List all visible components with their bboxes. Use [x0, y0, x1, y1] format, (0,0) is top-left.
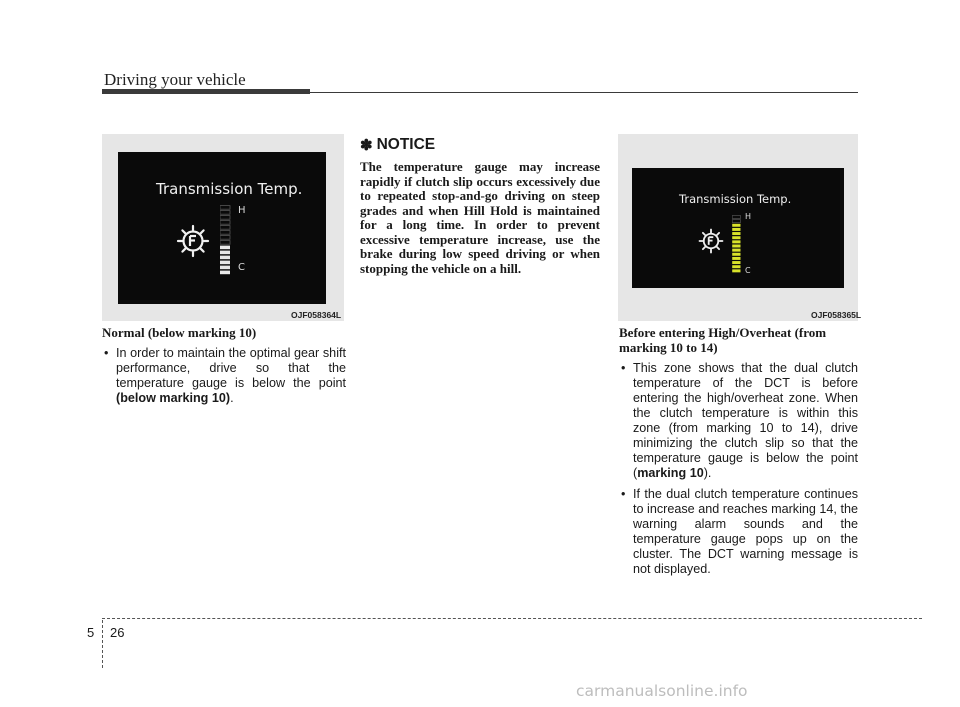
gauge-segment — [220, 271, 230, 275]
gauge-segment — [732, 236, 740, 239]
bullet-emphasis: marking 10 — [637, 466, 704, 480]
asterisk-icon: ✽ — [360, 137, 373, 154]
bullet-emphasis: (below marking 10) — [116, 391, 231, 405]
gauge-segment — [220, 251, 230, 255]
before-high-zone-section — [619, 325, 858, 583]
notice-title: NOTICE — [376, 136, 436, 153]
figure-code: OJF058365L — [811, 310, 862, 320]
page-number: 26 — [110, 625, 125, 640]
list-item — [619, 487, 858, 577]
notice-heading — [360, 136, 600, 154]
gauge-segment — [732, 269, 740, 272]
temperature-gauge — [220, 205, 234, 275]
bullet-text: If the dual clutch temperature continues to increase and reaches marking 14, the warning alarm sounds and the temperature gauge pops up on the cluster. The DCT warning message is not displayed. — [633, 487, 858, 576]
gauge-segment — [220, 236, 230, 240]
gauge-segment — [732, 257, 740, 260]
gauge-segment — [732, 240, 740, 243]
gauge-segment — [732, 265, 740, 268]
section-caption: Before entering High/Overheat (from marking 10 to 14) — [619, 325, 827, 355]
notice-box — [360, 136, 600, 276]
gauge-segment — [732, 215, 740, 218]
cluster-screen — [118, 152, 326, 304]
bullet-icon: • — [104, 346, 109, 360]
figure-normal-gauge — [102, 134, 344, 321]
bullet-text-end: ). — [703, 466, 712, 480]
gauge-high-label: H — [238, 205, 246, 216]
temperature-gauge — [732, 215, 744, 273]
watermark: carmanualsonline.info — [576, 682, 748, 700]
gauge-segment — [220, 206, 230, 210]
list-item — [619, 361, 858, 481]
header-rule-thin — [310, 92, 858, 93]
gauge-segment — [732, 220, 740, 223]
normal-zone-section — [102, 325, 346, 412]
screen-title: Transmission Temp. — [679, 192, 792, 206]
bullet-text: This zone shows that the dual clutch temperature of the DCT is before entering the high/overheat zone. When the clutch temperature is within this zone (from marking 10 to 14), drive minimizing the clutch slip so that the temperature gauge is below the point ( — [633, 361, 858, 480]
bullet-icon: • — [621, 361, 626, 375]
gauge-high-label: H — [745, 212, 752, 221]
gauge-segment — [220, 246, 230, 250]
list-item — [102, 346, 346, 406]
page-header-title: Driving your vehicle — [104, 70, 246, 89]
gauge-segment — [220, 221, 230, 225]
footer-rule — [102, 618, 922, 619]
bullet-text: In order to maintain the optimal gear shift performance, drive so that the temperature gauge is below the point — [116, 346, 346, 390]
gauge-segment — [220, 256, 230, 260]
gauge-segment — [220, 241, 230, 245]
gauge-segment — [732, 232, 740, 235]
gauge-segment — [732, 249, 740, 252]
chapter-number: 5 — [87, 625, 95, 640]
gauge-low-label: C — [745, 266, 751, 275]
footer-rule-vertical — [102, 620, 103, 668]
gauge-segment — [732, 261, 740, 264]
screen-title: Transmission Temp. — [156, 180, 303, 198]
gauge-segment — [220, 226, 230, 230]
gauge-segment — [732, 244, 740, 247]
section-caption: Normal (below marking 10) — [102, 325, 257, 340]
gauge-segment — [732, 253, 740, 256]
gauge-segment — [732, 224, 740, 227]
notice-body: The temperature gauge may increase rapidly if clutch slip occurs excessively due to repeated stop-and-go driving on steep grades and when Hill Hold is maintained for a long time. In order to prevent excessive temperature increase, use the brake during low speed driving or when stopping the vehicle on a hill. — [360, 159, 600, 276]
gauge-segment — [220, 216, 230, 220]
figure-before-high-gauge — [618, 134, 858, 321]
gauge-segment — [220, 211, 230, 215]
header-rule-thick — [102, 89, 310, 94]
bullet-text-end: . — [230, 391, 234, 405]
gauge-segment — [732, 228, 740, 231]
gauge-low-label: C — [238, 262, 245, 273]
gauge-segment — [220, 261, 230, 265]
gauge-segment — [220, 266, 230, 270]
transmission-gear-icon — [176, 224, 210, 258]
bullet-icon: • — [621, 487, 626, 501]
transmission-gear-icon — [698, 228, 724, 254]
cluster-screen — [632, 168, 844, 288]
figure-code: OJF058364L — [291, 310, 342, 320]
gauge-segment — [220, 231, 230, 235]
